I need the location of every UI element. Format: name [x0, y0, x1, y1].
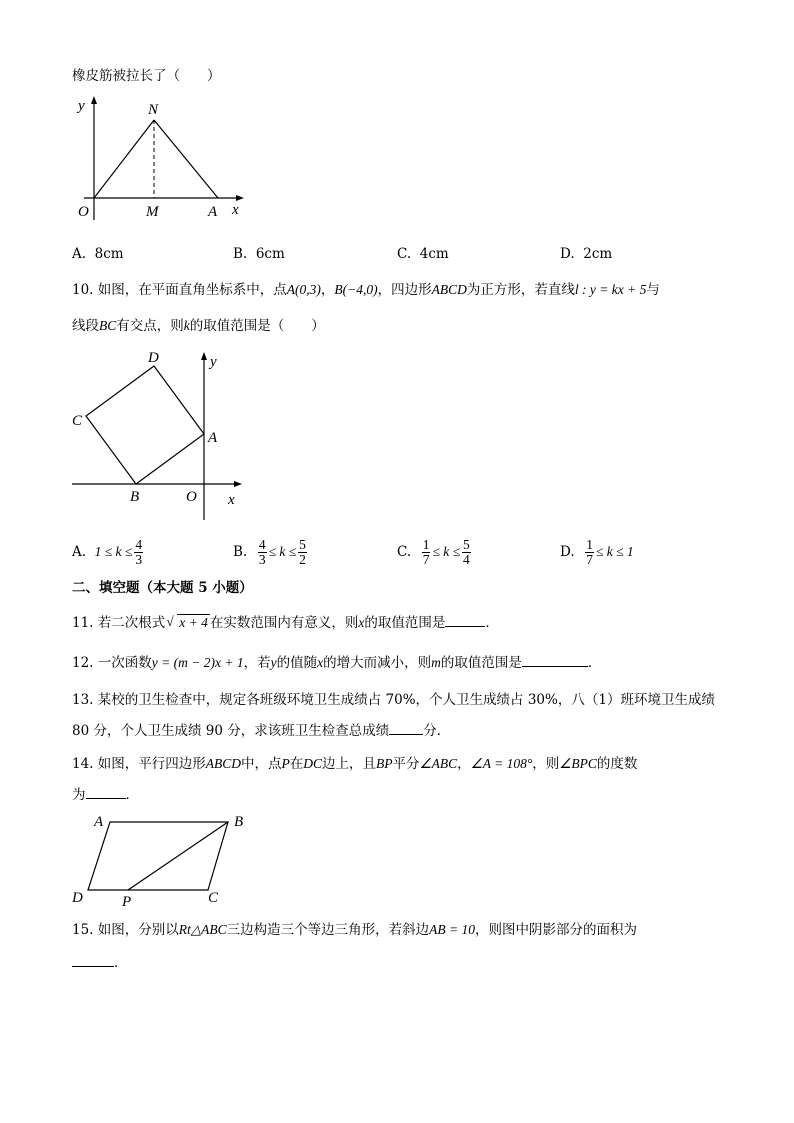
q10-label-A: A — [208, 430, 218, 446]
q14-label-B: B — [234, 814, 244, 830]
q14-question-line1: 14. 如图，平行四边形ABCD中，点P在DC边上，且BP平分∠ABC，∠A = 108°，则∠BPC的度数 — [72, 756, 638, 772]
q14-label-A: A — [94, 814, 104, 830]
q9-option-c[interactable]: C. 4cm — [397, 246, 449, 262]
q9-label-x: x — [232, 202, 239, 218]
q10-question-line2: 线段BC有交点，则k的取值范围是（ ） — [72, 318, 325, 334]
q10-label-C: C — [72, 413, 83, 429]
q14-figure — [70, 808, 260, 908]
q14-label-D: D — [72, 890, 83, 906]
q9-figure — [70, 92, 250, 232]
q14-question-line2: 为 ． — [72, 784, 139, 805]
q13-question-line2: 80 分，个人卫生成绩 90 分，求该班卫生检查总成绩 分． — [72, 720, 450, 741]
q9-option-d[interactable]: D. 2cm — [560, 246, 613, 262]
q10-option-d[interactable]: D. $\frac{1}{7}$ ≤ k ≤ 1 — [560, 537, 634, 567]
q9-label-y: y — [78, 98, 85, 114]
q13-question-line1: 13. 某校的卫生检查中，规定各班级环境卫生成绩占 70%，个人卫生成绩占 30%，八（1）班环境卫生成绩 — [72, 692, 715, 708]
q9-label-N: N — [148, 102, 159, 118]
q12-question: 12. 一次函数y = (m − 2)x + 1，若y的值随x的增大而减小，则m的取值范围是 ． — [72, 652, 601, 673]
q9-label-O: O — [78, 204, 89, 220]
q14-label-C: C — [208, 890, 219, 906]
q10-label-x: x — [228, 492, 235, 508]
q15-question-line1: 15. 如图，分别以Rt△ABC三边构造三个等边三角形，若斜边AB = 10，则图中阴影部分的面积为 — [72, 922, 638, 938]
q10-label-O: O — [186, 489, 197, 505]
q9-label-M: M — [146, 204, 159, 220]
q10-figure — [66, 346, 256, 526]
q10-label-B: B — [130, 489, 140, 505]
q9-option-a[interactable]: A. 8cm — [72, 246, 124, 262]
q10-option-c[interactable]: C. $\frac{1}{7}$ ≤ k ≤ $\frac{5}{4}$ — [397, 537, 470, 567]
q11-answer-blank[interactable] — [445, 612, 485, 627]
q9-option-b[interactable]: B. 6cm — [233, 246, 285, 262]
q13-answer-blank[interactable] — [389, 720, 423, 735]
q14-label-P: P — [122, 894, 132, 908]
q9-question-tail: 橡皮筋被拉长了（ ） — [72, 68, 221, 84]
q15-question-line2: ． — [72, 952, 128, 973]
q10-label-y: y — [210, 354, 217, 370]
q10-question-line1: 10. 如图，在平面直角坐标系中，点A(0,3)，B(−4,0)，四边形ABCD为正方形，若直线l : y = kx + 5与 — [72, 282, 660, 298]
q15-answer-blank[interactable] — [72, 952, 114, 967]
q10-option-a[interactable]: A. 1 ≤ k ≤ $\frac{4}{3}$ — [72, 537, 143, 567]
q10-option-b[interactable]: B. $\frac{4}{3}$ ≤ k ≤ $\frac{5}{2}$ — [233, 537, 306, 567]
q12-answer-blank[interactable] — [522, 652, 588, 667]
q10-label-D: D — [148, 350, 159, 366]
q14-answer-blank[interactable] — [86, 784, 126, 799]
q9-label-A: A — [208, 204, 218, 220]
q11-question: 11. 若二次根式 √ x + 4 在实数范围内有意义，则x的取值范围是 ． — [72, 614, 499, 631]
section-fill-in-blank-title: 二、填空题（本大题 5 小题） — [72, 580, 253, 596]
